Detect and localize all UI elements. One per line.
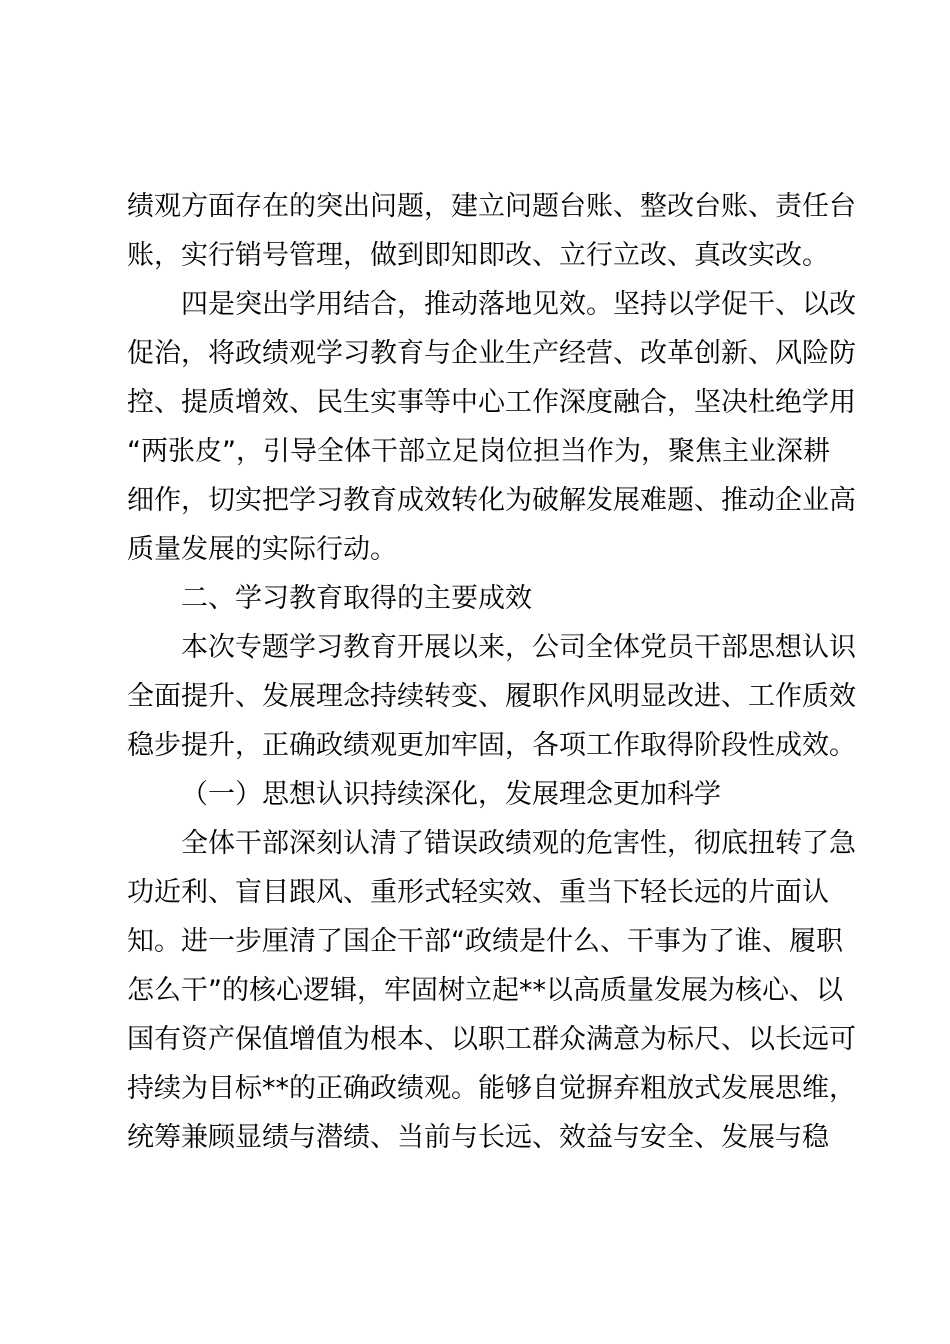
text-line: 怎么干”的核心逻辑，牢固树立起**以高质量发展为核心、以 [127,975,843,1006]
text-line: 知。进一步厘清了国企干部“政绩是什么、干事为了谁、履职 [127,926,843,957]
text-line: 促治，将政绩观学习教育与企业生产经营、改革创新、风险防 [127,338,856,369]
subsection-heading: （一）思想认识持续深化，发展理念更加科学 [181,779,721,810]
paragraph-start-line: 四是突出学用结合，推动落地见效。坚持以学促干、以改 [181,289,856,320]
text-line: 绩观方面存在的突出问题，建立问题台账、整改台账、责任台 [127,191,856,222]
section-heading: 二、学习教育取得的主要成效 [181,583,532,614]
text-line: “两张皮”，引导全体干部立足岗位担当作为，聚焦主业深耕 [127,436,830,467]
text-line: 功近利、盲目跟风、重形式轻实效、重当下轻长远的片面认 [127,877,829,908]
text-line: 账，实行销号管理，做到即知即改、立行立改、真改实改。 [127,240,829,271]
paragraph-start-line: 本次专题学习教育开展以来，公司全体党员干部思想认识 [181,632,856,663]
text-line: 持续为目标**的正确政绩观。能够自觉摒弃粗放式发展思维， [127,1073,856,1104]
text-line: 控、提质增效、民生实事等中心工作深度融合，坚决杜绝学用 [127,387,856,418]
text-line: 质量发展的实际行动。 [127,534,397,565]
text-line: 稳步提升，正确政绩观更加牢固，各项工作取得阶段性成效。 [127,730,856,761]
text-line: 细作，切实把学习教育成效转化为破解发展难题、推动企业高 [127,485,856,516]
document-body [127,182,856,1162]
text-line: 全面提升、发展理念持续转变、履职作风明显改进、工作质效 [127,681,856,712]
text-line: 统筹兼顾显绩与潜绩、当前与长远、效益与安全、发展与稳 [127,1122,829,1153]
text-line: 国有资产保值增值为根本、以职工群众满意为标尺、以长远可 [127,1024,856,1055]
paragraph-start-line: 全体干部深刻认清了错误政绩观的危害性，彻底扭转了急 [181,828,856,859]
